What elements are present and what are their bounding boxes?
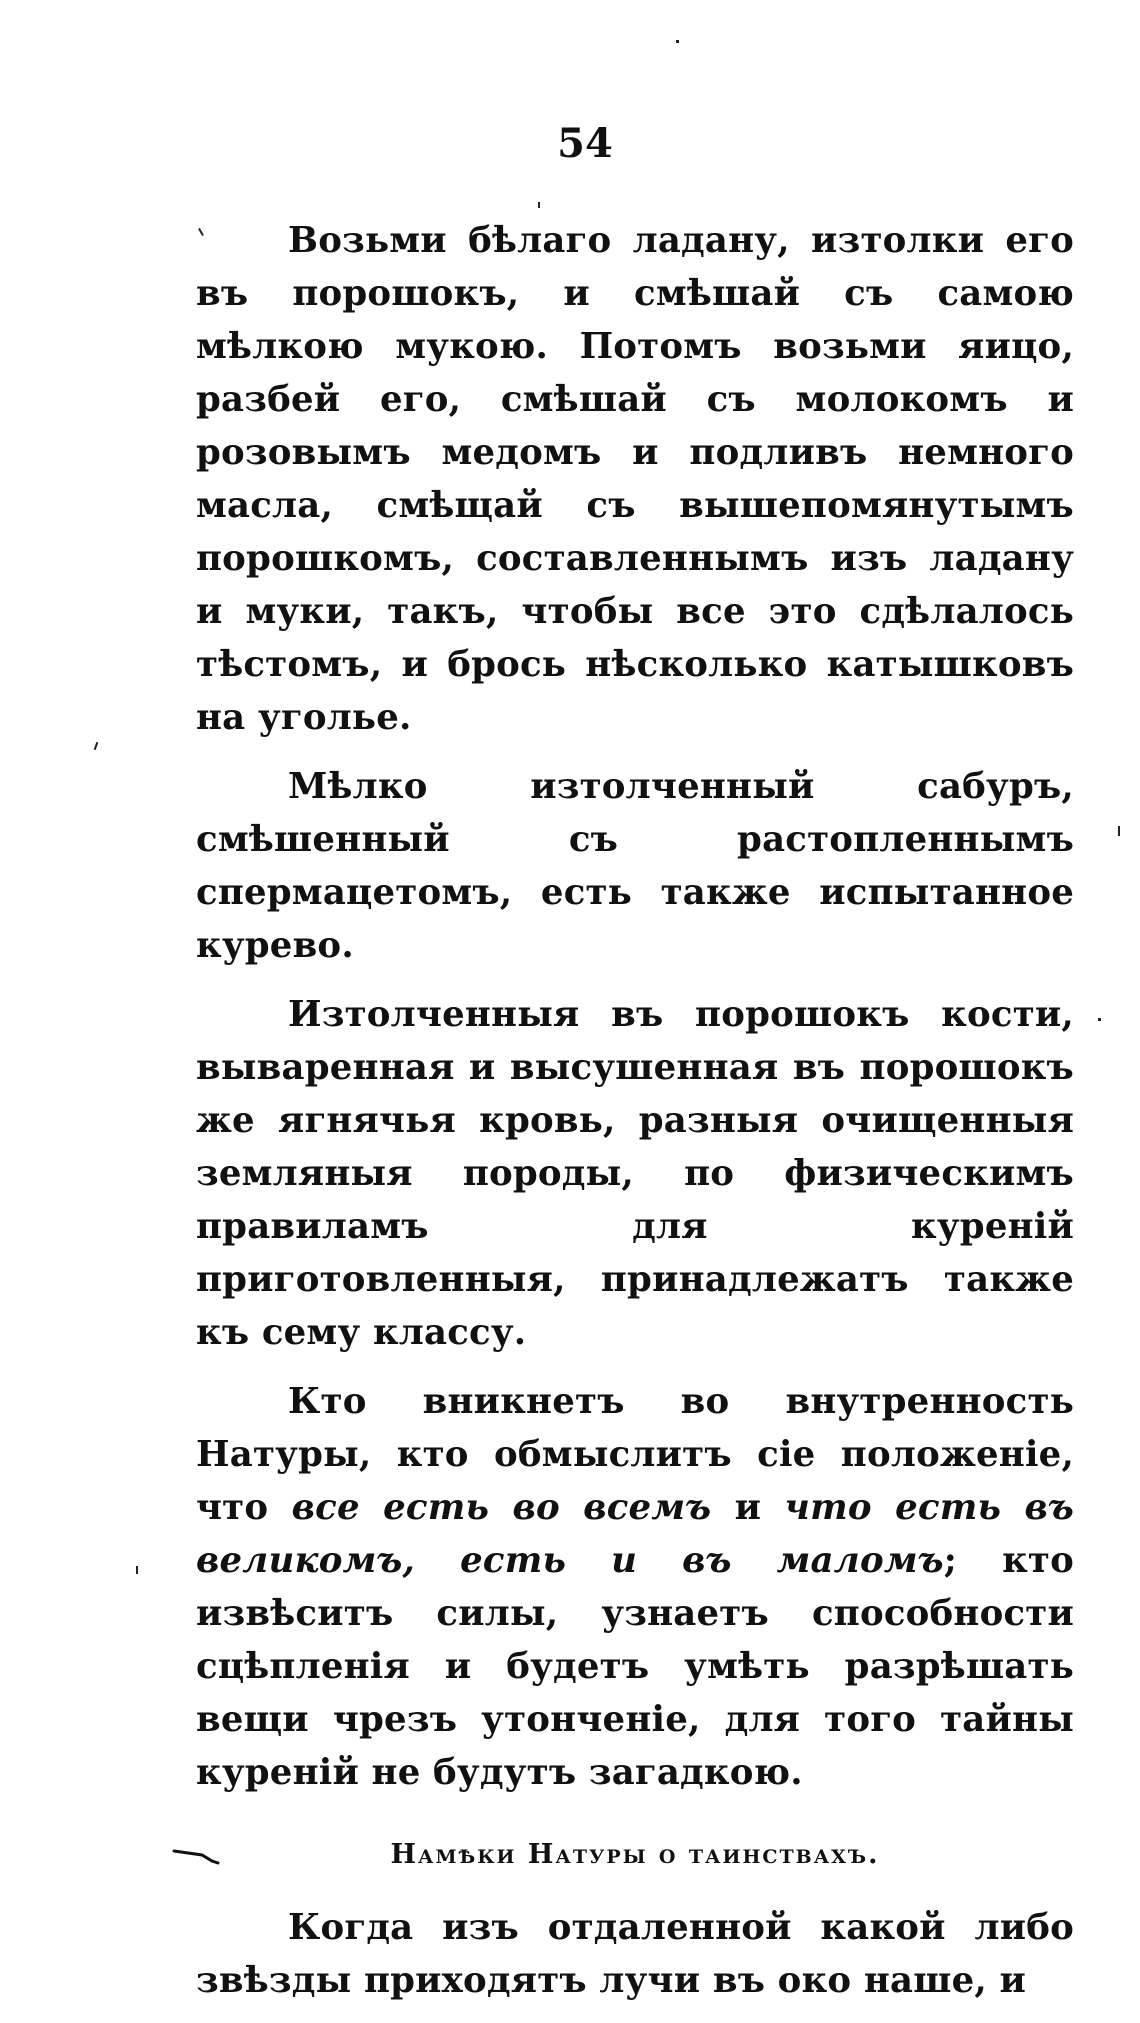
paragraph-incense-recipe bbox=[196, 214, 1074, 744]
scan-speck bbox=[1118, 826, 1120, 836]
paragraph-bones bbox=[196, 988, 1074, 1359]
text-run: Когда изъ отдаленной какой либо звѣзды приходятъ лучи въ око наше, и bbox=[196, 1907, 1074, 2001]
text-run: ; кто извѣситъ силы, узнаетъ способности сцѣпленія и будетъ умѣть разрѣшать вещи чрезъ утонченіе, для того тайны куреній не будутъ загадкою. bbox=[196, 1540, 1074, 1793]
scan-speck bbox=[94, 742, 99, 750]
scan-speck bbox=[538, 202, 540, 208]
italic-run: все есть во всемъ bbox=[291, 1487, 712, 1528]
page-number: 54 bbox=[557, 120, 613, 167]
text-run: Изтолченныя въ порошокъ кости, вываренная и высушенная въ порошокъ же ягнячья кровь, разныя очищенныя земляныя породы, по физическимъ правиламъ для куреній приготовленныя, принадлежатъ также къ сему классу. bbox=[196, 994, 1074, 1353]
section-heading: Намѣки Натуры о таинствахъ. bbox=[390, 1839, 880, 1870]
text-run: Мѣлко изтолченный сабуръ, смѣшенный съ растопленнымъ спермацетомъ, есть также испытанное курево. bbox=[196, 766, 1074, 966]
paragraph-stars bbox=[196, 1901, 1074, 2007]
body-text bbox=[196, 214, 1074, 2023]
paragraph-nature bbox=[196, 1375, 1074, 1799]
paragraph-aloe bbox=[196, 760, 1074, 972]
text-run: и bbox=[711, 1487, 785, 1528]
text-run: Возьми бѣлаго ладану, изтолки его въ порошокъ, и смѣшай съ самою мѣлкою мукою. Потомъ возьми яицо, разбей его, смѣшай съ молокомъ и розовымъ медомъ и подливъ немного масла, смѣщай съ вышепомянутымъ порошкомъ, составленнымъ изъ ладану и муки, такъ, чтобы все это сдѣлалось тѣстомъ, и брось нѣсколько катышковъ на уголье. bbox=[196, 220, 1074, 738]
scan-speck bbox=[136, 1566, 138, 1574]
scan-speck bbox=[1098, 1018, 1101, 1021]
text-run: Кто вникнетъ во внутренность Натуры, кто обмыслитъ сіе положеніе, что bbox=[196, 1381, 1074, 1528]
scan-speck bbox=[676, 40, 679, 43]
italic-run: что есть въ великомъ, есть и въ маломъ bbox=[196, 1487, 1074, 1581]
scan-mark bbox=[172, 1847, 220, 1865]
